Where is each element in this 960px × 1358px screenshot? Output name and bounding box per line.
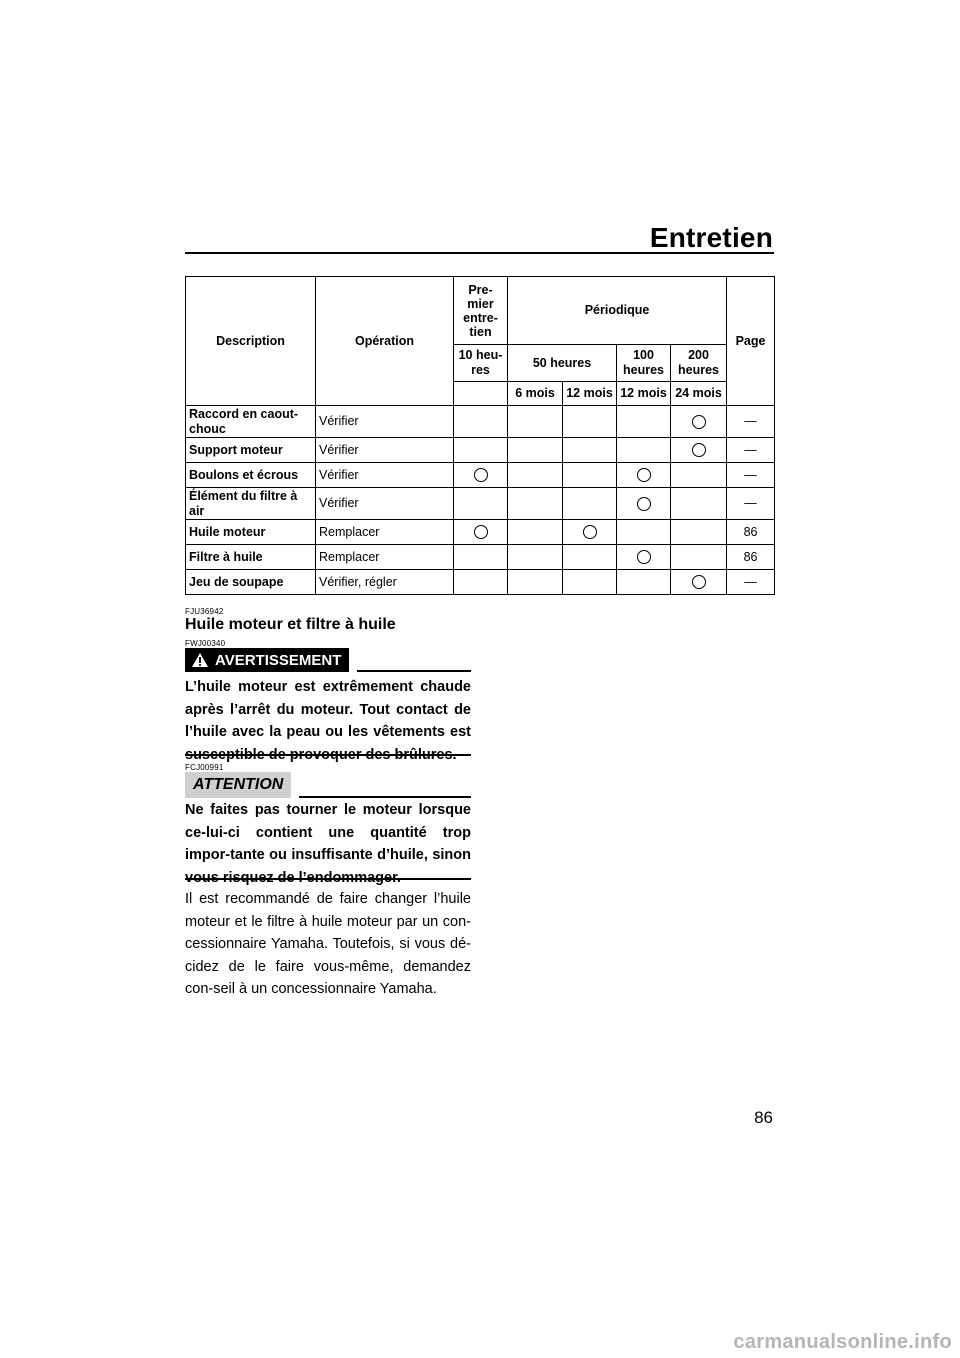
interval-cell <box>454 488 508 520</box>
row-description: Raccord en caout- chouc <box>186 406 316 438</box>
interval-cell <box>508 438 563 463</box>
interval-cell <box>563 545 617 570</box>
interval-cell <box>508 463 563 488</box>
page-title: Entretien <box>649 222 773 253</box>
header-empty <box>454 382 508 406</box>
row-operation: Vérifier <box>316 406 454 438</box>
row-description: Huile moteur <box>186 520 316 545</box>
warning-badge <box>185 648 349 672</box>
interval-cell <box>671 463 727 488</box>
warning-code: FWJ00340 <box>185 639 226 648</box>
header-first-service: Pre- mier entre- tien <box>454 277 508 345</box>
row-description: Boulons et écrous <box>186 463 316 488</box>
row-page: — <box>727 438 775 463</box>
interval-cell <box>617 520 671 545</box>
header-100-hours: 100 heures <box>617 345 671 382</box>
check-circle-icon <box>637 497 651 511</box>
header-200-hours: 200 heures <box>671 345 727 382</box>
table-row <box>186 438 775 463</box>
interval-cell <box>671 570 727 595</box>
interval-cell <box>563 438 617 463</box>
check-circle-icon <box>692 575 706 589</box>
header-description: Description <box>186 277 316 406</box>
interval-cell <box>563 463 617 488</box>
interval-cell <box>563 488 617 520</box>
interval-cell <box>671 406 727 438</box>
warning-label: AVERTISSEMENT <box>215 651 342 669</box>
warning-text: L’huile moteur est extrêmement chaude après l’arrêt du moteur. Tout contact de l’huile avec la peau ou les vêtements est susceptible de provoquer des brûlures. <box>185 679 471 763</box>
header-page: Page <box>727 277 775 406</box>
interval-cell <box>508 520 563 545</box>
row-operation: Vérifier, régler <box>316 570 454 595</box>
row-page: 86 <box>727 520 775 545</box>
row-description: Élément du filtre à air <box>186 488 316 520</box>
interval-cell <box>508 545 563 570</box>
check-circle-icon <box>583 525 597 539</box>
attention-bottom-rule <box>185 878 471 880</box>
header-6-months: 6 mois <box>508 382 563 406</box>
row-description: Jeu de soupape <box>186 570 316 595</box>
header-50-hours: 50 heures <box>508 345 617 382</box>
interval-cell <box>508 406 563 438</box>
table-row <box>186 545 775 570</box>
attention-badge <box>185 772 291 798</box>
warning-header <box>185 648 471 672</box>
row-operation: Remplacer <box>316 520 454 545</box>
table-row <box>186 488 775 520</box>
interval-cell <box>454 545 508 570</box>
interval-cell <box>454 406 508 438</box>
section-title: Huile moteur et filtre à huile <box>185 616 396 633</box>
interval-cell <box>617 406 671 438</box>
interval-cell <box>671 488 727 520</box>
row-page: — <box>727 463 775 488</box>
row-operation: Vérifier <box>316 438 454 463</box>
watermark: carmanualsonline.info <box>733 1331 952 1353</box>
attention-header <box>185 772 471 798</box>
interval-cell <box>617 463 671 488</box>
warning-bottom-rule <box>185 754 471 756</box>
warning-header-rule <box>357 670 471 672</box>
header-12-months-b: 12 mois <box>617 382 671 406</box>
check-circle-icon <box>637 468 651 482</box>
row-page: — <box>727 488 775 520</box>
row-operation: Vérifier <box>316 488 454 520</box>
header-12-months-a: 12 mois <box>563 382 617 406</box>
check-circle-icon <box>474 525 488 539</box>
maintenance-table <box>185 276 775 595</box>
table-row <box>186 520 775 545</box>
check-circle-icon <box>474 468 488 482</box>
interval-cell <box>671 520 727 545</box>
interval-cell <box>454 570 508 595</box>
header-periodic: Périodique <box>508 277 727 345</box>
table-row <box>186 406 775 438</box>
interval-cell <box>454 520 508 545</box>
check-circle-icon <box>637 550 651 564</box>
header-24-months: 24 mois <box>671 382 727 406</box>
row-page: 86 <box>727 545 775 570</box>
row-description: Filtre à huile <box>186 545 316 570</box>
table-row <box>186 570 775 595</box>
row-page: — <box>727 406 775 438</box>
attention-label: ATTENTION <box>193 776 284 793</box>
interval-cell <box>454 463 508 488</box>
header-operation: Opération <box>316 277 454 406</box>
check-circle-icon <box>692 443 706 457</box>
row-description: Support moteur <box>186 438 316 463</box>
table-body <box>186 406 775 595</box>
warning-triangle-icon <box>191 652 209 668</box>
interval-cell <box>617 570 671 595</box>
interval-cell <box>671 438 727 463</box>
body-paragraph: Il est recommandé de faire changer l’huile moteur et le filtre à huile moteur par un con-cessionnaire Yamaha. Toutefois, si vous dé-cidez de le faire vous-même, demandez con-seil à un concessionnaire Yamaha. <box>185 891 471 997</box>
interval-cell <box>617 545 671 570</box>
interval-cell <box>671 545 727 570</box>
interval-cell <box>563 520 617 545</box>
section-code: FJU36942 <box>185 607 224 616</box>
table-row <box>186 463 775 488</box>
interval-cell <box>563 406 617 438</box>
attention-code: FCJ00991 <box>185 763 224 772</box>
row-operation: Vérifier <box>316 463 454 488</box>
check-circle-icon <box>692 415 706 429</box>
page-number: 86 <box>754 1108 773 1127</box>
row-operation: Remplacer <box>316 545 454 570</box>
title-rule <box>185 252 774 254</box>
interval-cell <box>617 488 671 520</box>
interval-cell <box>508 570 563 595</box>
interval-cell <box>617 438 671 463</box>
attention-text: Ne faites pas tourner le moteur lorsque ce-lui-ci contient une quantité trop impor-tante ou insuffisante d’huile, sinon vous risquez de l’endommager. <box>185 802 471 886</box>
attention-header-rule <box>299 796 471 798</box>
interval-cell <box>508 488 563 520</box>
row-page: — <box>727 570 775 595</box>
interval-cell <box>454 438 508 463</box>
header-10-hours: 10 heu- res <box>454 345 508 382</box>
interval-cell <box>563 570 617 595</box>
